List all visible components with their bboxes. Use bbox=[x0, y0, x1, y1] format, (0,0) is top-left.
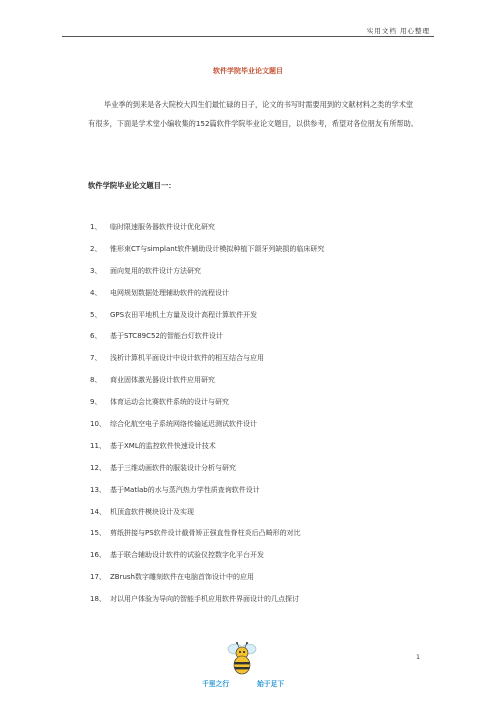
list-item: 18、 对以用户体验为导向的智能手机应用软件界面设计的几点探讨 bbox=[90, 595, 299, 604]
list-item: 15、 剪纸拼接与PS软件设计截骨矫正强直性脊柱炎后凸畸形的对比 bbox=[90, 529, 301, 538]
list-item: 10、 综合化航空电子系统网络传输延迟测试软件设计 bbox=[90, 420, 257, 429]
list-item: 11、 基于XML的监控软件快速设计技术 bbox=[90, 441, 216, 450]
list-item: 5、 GPS农田平地机土方量及设计高程计算软件开发 bbox=[90, 310, 258, 319]
list-item: 16、 基于联合辅助设计软件的试验仪控数字化平台开发 bbox=[90, 551, 264, 560]
list-item: 8、 商业固体激光器设计软件应用研究 bbox=[90, 376, 215, 385]
page-number: 1 bbox=[416, 654, 420, 661]
list-item: 17、 ZBrush数字雕刻软件在电脑首饰设计中的应用 bbox=[90, 573, 254, 582]
list-item: 6、 基于STC89C52的智能台灯软件设计 bbox=[90, 332, 223, 341]
section-heading: 软件学院毕业论文题目一： bbox=[88, 181, 176, 190]
bee-mascot-icon bbox=[223, 638, 261, 678]
list-item: 4、 电网规划数据处理辅助软件的流程设计 bbox=[90, 288, 229, 297]
intro-text: 毕业季的到来是各大院校大四生们最忙碌的日子，论文的书写时需要用到的文献材料之类的学术堂有很多，下面是学术堂小编收集的152篇软件学院毕业论文题目，以供参考，希望对各位朋友有所帮助。 bbox=[88, 100, 418, 128]
list-item: 9、 体育运动会比赛软件系统的设计与研究 bbox=[90, 398, 229, 407]
list-item: 2、 锥形束CT与simplant软件辅助设计模拟种植下颌牙列缺损的临床研究 bbox=[90, 244, 325, 253]
list-item: 13、 基于Matlab的水与蒸汽热力学性质查询软件设计 bbox=[90, 485, 260, 494]
header-divider bbox=[62, 36, 434, 37]
intro-paragraph bbox=[88, 96, 418, 133]
list-item: 14、 机顶盒软件模块设计及实现 bbox=[90, 507, 194, 516]
list-item: 3、 面向复用的软件设计方法研究 bbox=[90, 266, 201, 275]
slogan-left: 千里之行 bbox=[202, 680, 230, 688]
list-item: 1、 临时限速服务器软件设计优化研究 bbox=[90, 223, 215, 231]
slogan-right: 始于足下 bbox=[257, 680, 285, 688]
list-item: 12、 基于三维动画软件的服装设计分析与研究 bbox=[90, 463, 236, 472]
list-item: 7、 浅析计算机平面设计中设计软件的相互结合与应用 bbox=[90, 354, 264, 363]
header-tag: 实用文档 用心整理 bbox=[366, 27, 430, 35]
thesis-topic-list bbox=[90, 222, 324, 616]
document-title: 软件学院毕业论文题目 bbox=[213, 67, 283, 75]
